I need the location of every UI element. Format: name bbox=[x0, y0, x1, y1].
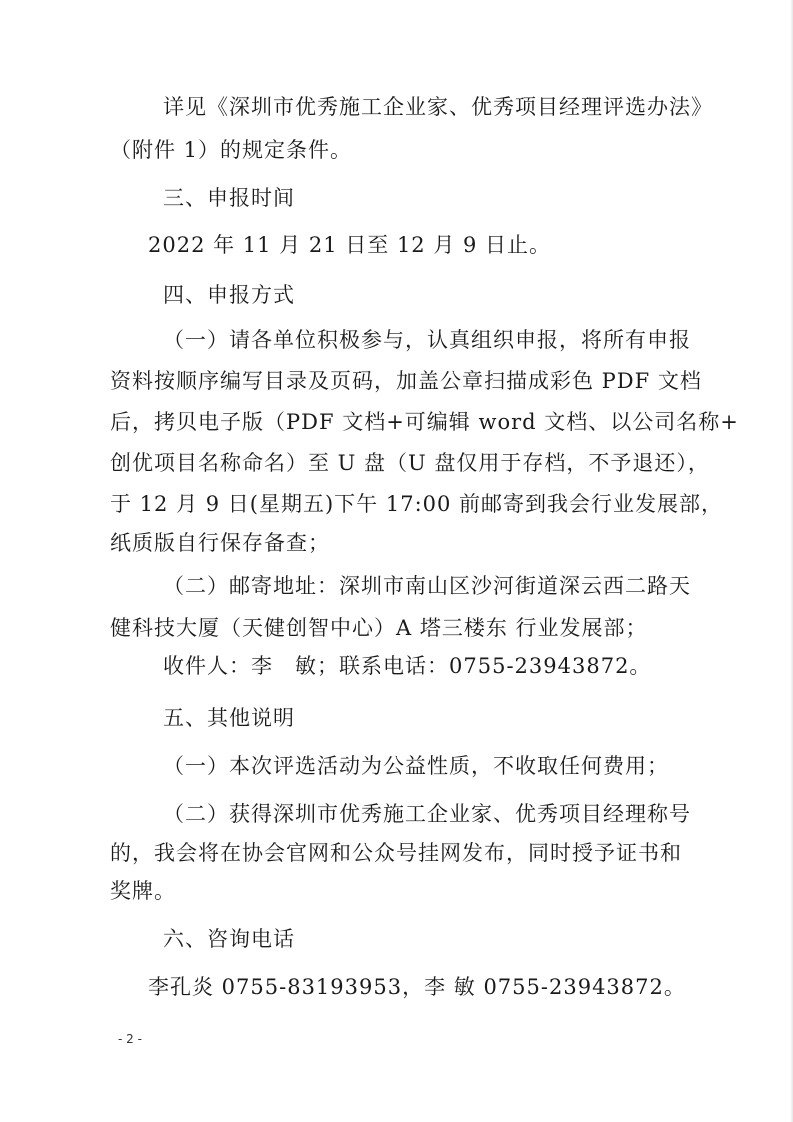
section-5-heading: 五、其他说明 bbox=[163, 706, 295, 730]
section-5-item2-line-3: 奖牌。 bbox=[110, 879, 176, 903]
section-6-line-1: 李孔炎 0755-83193953，李 敏 0755-23943872。 bbox=[148, 975, 686, 999]
section-3-heading: 三、申报时间 bbox=[163, 186, 295, 210]
section-4-item1-line-3: 后，拷贝电子版（PDF 文档+可编辑 word 文档、以公司名称+ bbox=[110, 410, 739, 434]
section-5-item1: （一）本次评选活动为公益性质，不收取任何费用； bbox=[163, 754, 669, 778]
section-4-item1-line-4: 创优项目名称命名）至 U 盘（U 盘仅用于存档，不予退还）， bbox=[110, 451, 710, 475]
section-4-item1-line-5: 于 12 月 9 日(星期五)下午 17:00 前邮寄到我会行业发展部， bbox=[110, 492, 724, 516]
intro-line-1: 详见《深圳市优秀施工企业家、优秀项目经理评选办法》 bbox=[163, 95, 713, 119]
section-5-item2-line-2: 的，我会将在协会官网和公众号挂网发布，同时授予证书和 bbox=[110, 841, 682, 865]
section-4-item2-line-1: （二）邮寄地址：深圳市南山区沙河街道深云西二路天 bbox=[163, 574, 691, 598]
section-6-heading: 六、咨询电话 bbox=[163, 927, 295, 951]
section-4-item1-line-6: 纸质版自行保存备查； bbox=[110, 531, 330, 555]
section-4-heading: 四、申报方式 bbox=[163, 283, 295, 307]
section-3-line-1: 2022 年 11 月 21 日至 12 月 9 日止。 bbox=[148, 233, 552, 257]
section-4-item2-line-2: 健科技大厦（天健创智中心）A 塔三楼东 行业发展部； bbox=[110, 616, 648, 640]
page-number: - 2 - bbox=[118, 1032, 142, 1046]
intro-line-2: （附件 1）的规定条件。 bbox=[110, 138, 353, 162]
section-4-contact: 收件人：李 敏；联系电话：0755-23943872。 bbox=[163, 654, 652, 678]
section-4-item1-line-2: 资料按顺序编写目录及页码，加盖公章扫描成彩色 PDF 文档 bbox=[110, 369, 702, 393]
section-4-item1-line-1: （一）请各单位积极参与，认真组织申报，将所有申报 bbox=[163, 328, 691, 352]
section-5-item2-line-1: （二）获得深圳市优秀施工企业家、优秀项目经理称号 bbox=[163, 802, 691, 826]
